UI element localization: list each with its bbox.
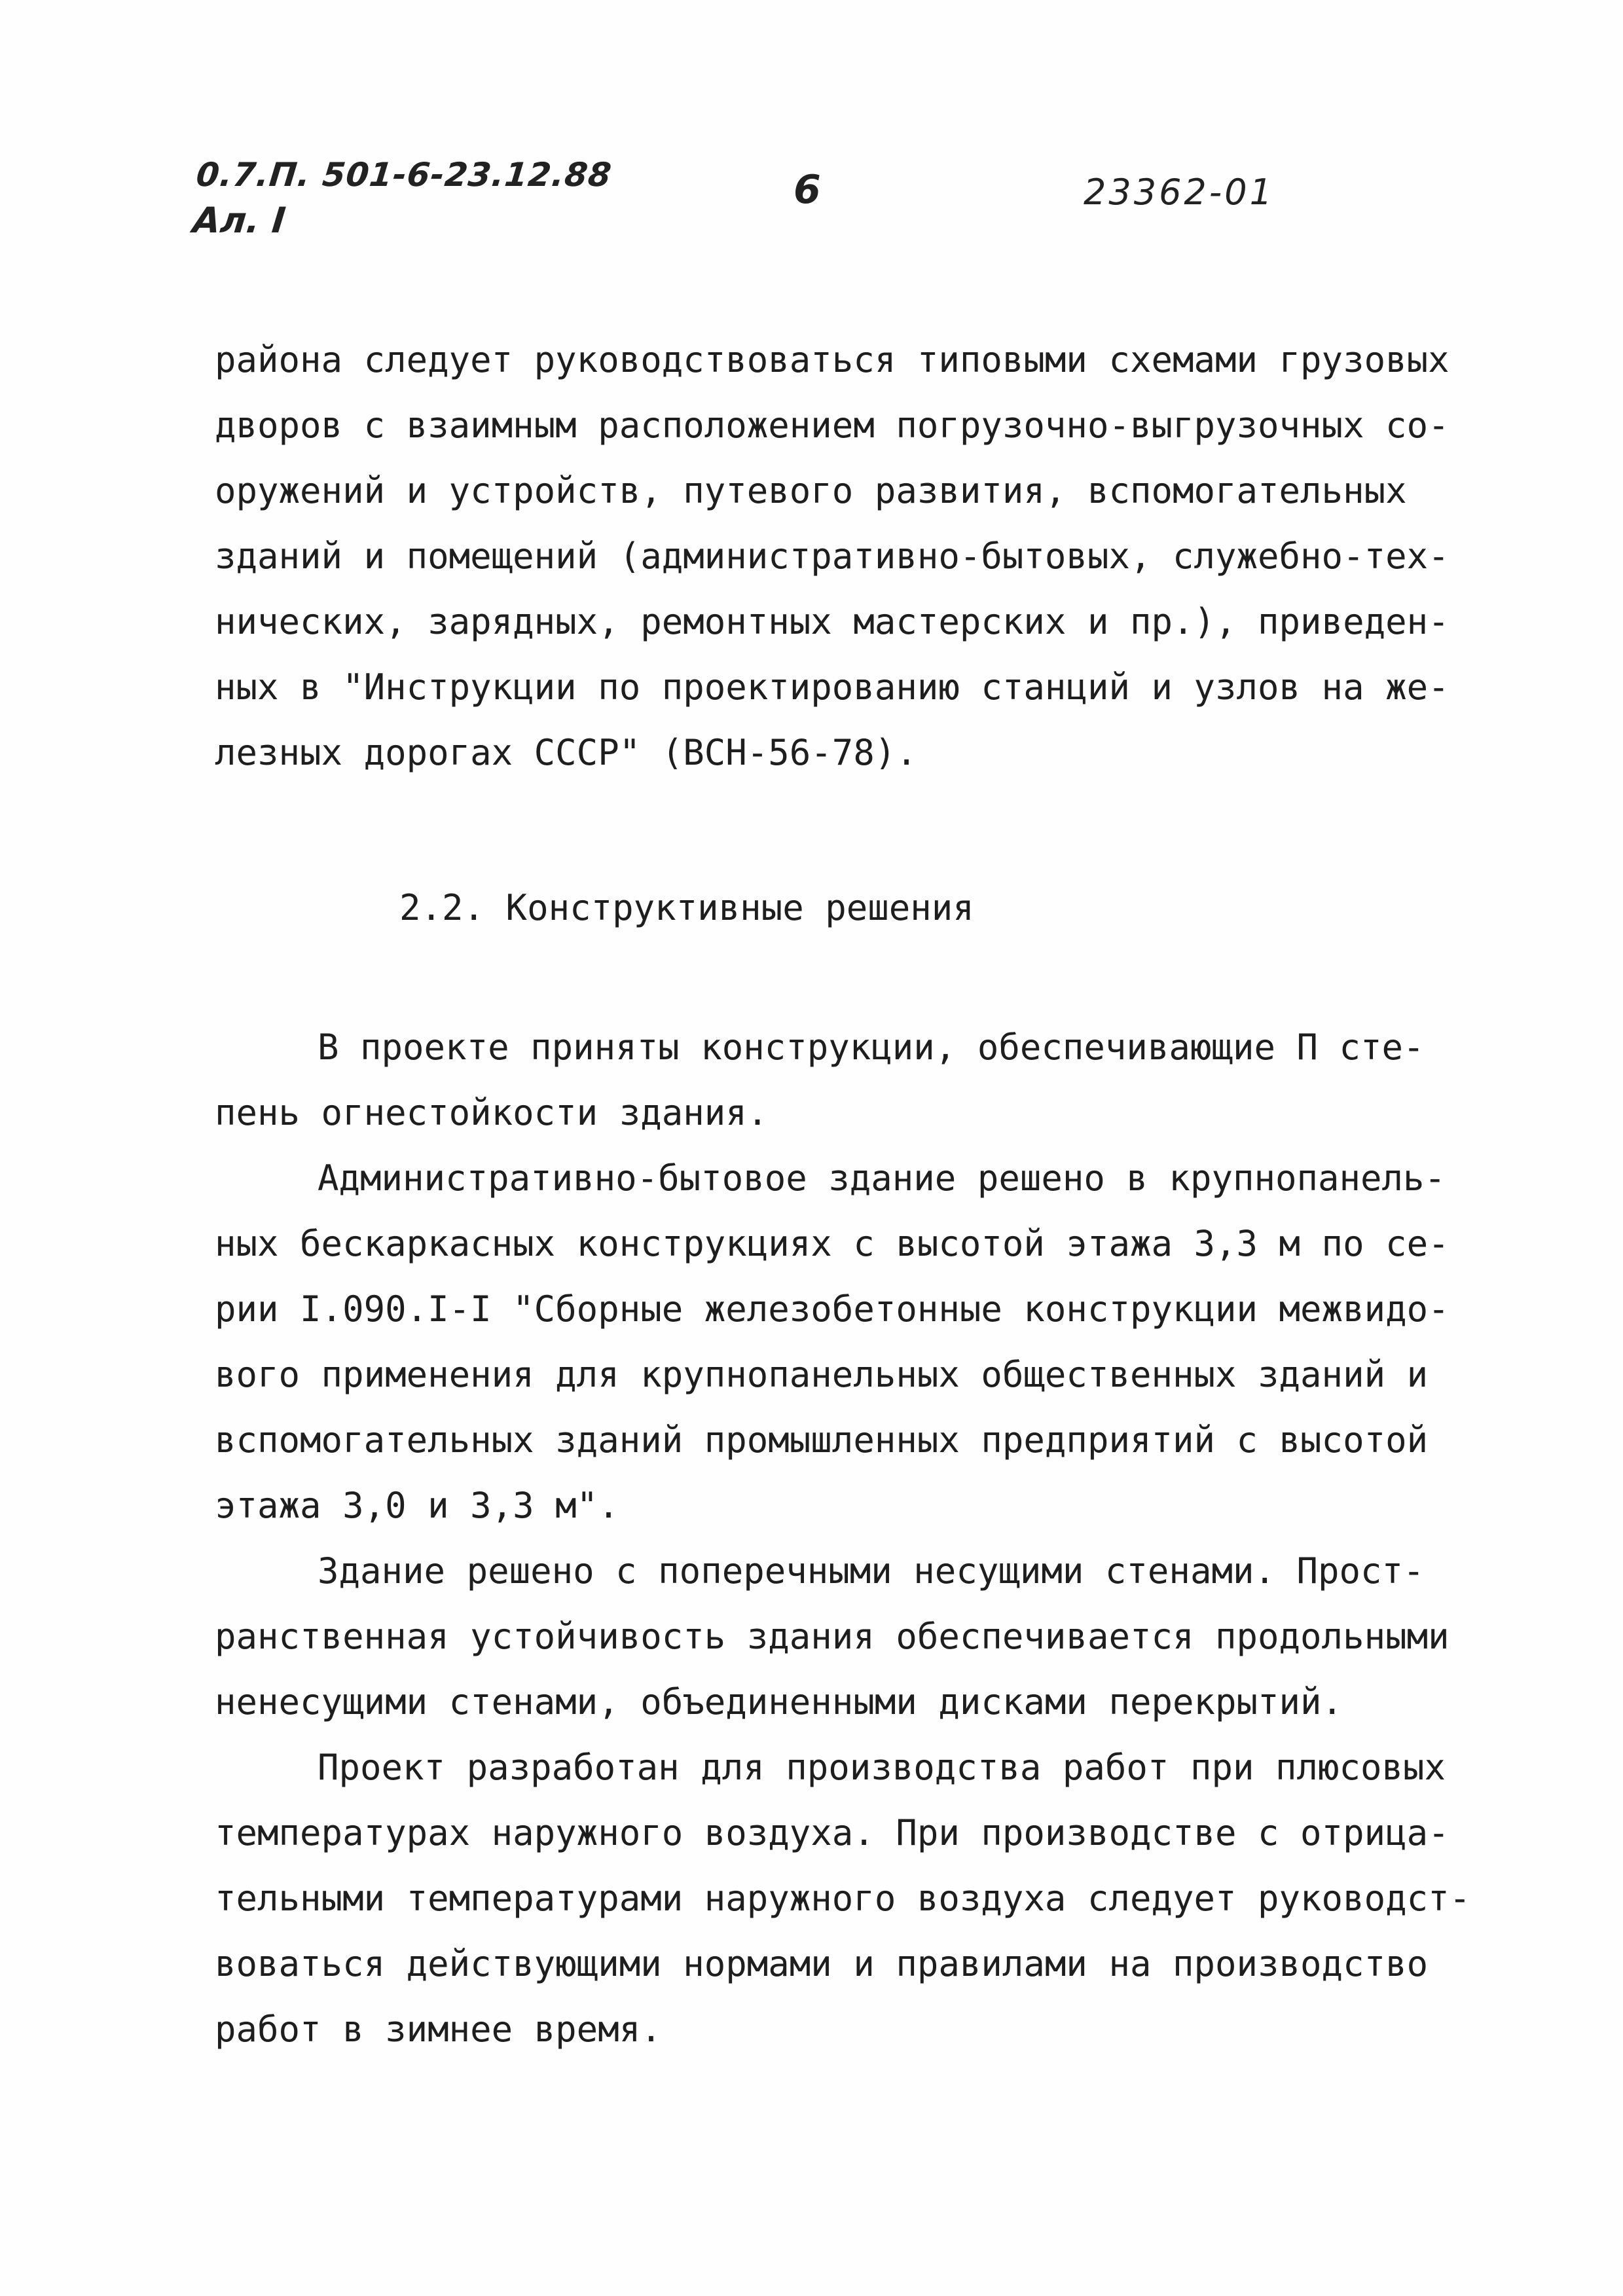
- text-line: пень огнестойкости здания.: [215, 1092, 769, 1133]
- text-line: Проект разработан для производства работ при плюсовых: [318, 1747, 1446, 1788]
- text-line: температурах наружного воздуха. При производстве с отрица-: [215, 1812, 1450, 1853]
- text-line: лезных дорогах СССР" (ВСН-56-78).: [215, 732, 917, 773]
- text-line: этажа 3,0 и 3,3 м".: [215, 1485, 619, 1526]
- text-line: работ в зимнее время.: [215, 2009, 662, 2050]
- text-line: воваться действующими нормами и правилами на производство: [215, 1943, 1429, 1984]
- sheet-mark: Ал. I: [191, 200, 288, 241]
- section-heading: 2.2. Конструктивные решения: [399, 887, 974, 928]
- text-line: дворов с взаимным расположением погрузочно-выгрузочных со-: [215, 405, 1450, 446]
- text-line: В проекте приняты конструкции, обеспечивающие П сте-: [318, 1027, 1425, 1068]
- text-line: оружений и устройств, путевого развития, вспомогательных: [215, 470, 1407, 511]
- text-line: ненесущими стенами, объединенными дисками перекрытий.: [215, 1681, 1343, 1722]
- text-line: ранственная устойчивость здания обеспечивается продольными: [215, 1616, 1450, 1657]
- project-number: 23362-01: [1084, 172, 1275, 213]
- text-line: тельными температурами наружного воздуха следует руководст-: [215, 1878, 1471, 1919]
- text-line: рии I.090.I-I "Сборные железобетонные конструкции межвидо-: [215, 1288, 1450, 1330]
- text-line: Административно-бытовое здание решено в крупнопанель-: [318, 1157, 1446, 1199]
- text-line: района следует руководствоваться типовыми схемами грузовых: [215, 339, 1450, 380]
- document-code: 0.7.П. 501-6-23.12.88: [194, 156, 614, 194]
- text-line: зданий и помещений (административно-бытовых, служебно-тех-: [215, 536, 1450, 577]
- text-line: нических, зарядных, ремонтных мастерских и пр.), приведен-: [215, 601, 1450, 642]
- text-line: вспомогательных зданий промышленных предприятий с высотой: [215, 1419, 1429, 1461]
- page-number: 6: [793, 167, 821, 213]
- text-line: ных в "Инструкции по проектированию станций и узлов на же-: [215, 666, 1450, 708]
- text-line: ных бескаркасных конструкциях с высотой этажа 3,3 м по се-: [215, 1223, 1450, 1264]
- text-line: вого применения для крупнопанельных общественных зданий и: [215, 1354, 1429, 1395]
- text-line: Здание решено с поперечными несущими стенами. Прост-: [318, 1550, 1425, 1592]
